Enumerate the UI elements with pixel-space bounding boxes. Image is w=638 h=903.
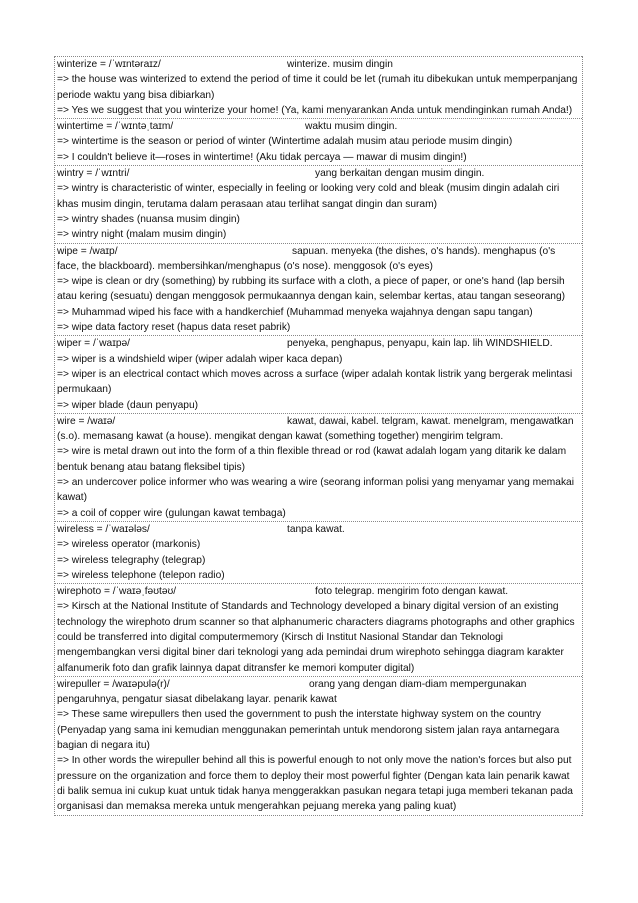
example-line: => wireless telegraphy (telegrap): [57, 554, 206, 566]
example-line: => wireless operator (markonis): [57, 539, 201, 551]
example-line: => wiper is a windshield wiper (wiper adalah wiper kaca depan): [57, 353, 343, 365]
entry-headline: [57, 119, 580, 134]
entry-headword: wipe = /waɪp/: [57, 245, 118, 257]
dictionary-page: [54, 56, 583, 816]
entry-headword: wire = /waɪə/: [57, 415, 116, 427]
example-line: => Yes we suggest that you winterize your home! (Ya, kami menyarankan Anda untuk mendinginkan rumah Anda!): [57, 104, 573, 116]
entry-definition: penyeka, penghapus, penyapu, kain lap. lih WINDSHIELD.: [287, 338, 553, 350]
example-line: => wintry is characteristic of winter, especially in feeling or looking very cold and bleak (musim dingin adalah ciri khas musim dingin, terutama dalam perasaan atau terlihat sangat dingin dan suram): [57, 183, 560, 210]
dictionary-entry: [55, 243, 582, 336]
entry-headline: [57, 336, 580, 351]
entry-headword: wintry = /ˈwɪntri/: [57, 168, 130, 180]
entry-headword: wiper = /ˈwaɪpə/: [57, 338, 130, 350]
dictionary-entry: [55, 583, 582, 676]
example-line: => wintry night (malam musim dingin): [57, 229, 227, 241]
example-line: => These same wirepullers then used the government to push the interstate highway system on the country (Penyadap yang sama ini kemudian menggunakan pemerintah untuk mendorong sistem jalan raya antarnegara bagian di negara itu): [57, 709, 560, 752]
dictionary-entry: [55, 521, 582, 583]
dictionary-entry: [55, 676, 582, 816]
example-line: => the house was winterized to extend the period of time it could be let (rumah itu dibekukan untuk memperpanjang periode waktu yang bisa dibiarkan): [57, 74, 578, 101]
entry-headline: [57, 677, 580, 708]
example-line: => wintertime is the season or period of winter (Wintertime adalah musim atau periode musim dingin): [57, 136, 513, 148]
entry-definition: yang berkaitan dengan musim dingin.: [315, 168, 485, 180]
example-line: => wiper is an electrical contact which moves across a surface (wiper adalah kontak listrik yang bergerak melintasi permukaan): [57, 368, 573, 396]
entry-definition: tanpa kawat.: [287, 523, 345, 535]
dictionary-entry: [55, 118, 582, 165]
entry-headword: winterize = /ˈwɪntəraɪz/: [57, 59, 161, 70]
dictionary-entry: [55, 165, 582, 242]
example-line: => Muhammad wiped his face with a handkerchief (Muhammad menyeka wajahnya dengan sapu tangan): [57, 306, 533, 318]
entry-definition: kawat, dawai, kabel. telgram, kawat. menelgram, mengawatkan (s.o). memasang kawat (a house). mengikat dengan kawat (something together) mengirim telgram.: [57, 415, 574, 443]
example-line: => wire is metal drawn out into the form of a thin flexible thread or rod (kawat adalah logam yang ditarik ke dalam bentuk benang atau batang fleksibel tipis): [57, 446, 567, 473]
example-line: => Kirsch at the National Institute of Standards and Technology developed a binary digital version of an existing technology the wirephoto drum scanner so that alphanumeric characters diagrams photographs and other graphics could be transferred into digital computermemory (Kirsch di Institut Nasional Standar dan Teknologi mengembangkan versi digital biner dari teknologi yang ada pemindai drum wirephoto sehingga diagram karakter alfanumerik foto dan grafik lainnya dapat ditransfer ke memori komputer digital): [57, 601, 575, 674]
example-line: => wireless telephone (telepon radio): [57, 569, 225, 581]
entry-headword: wintertime = /ˈwɪntəˌtaɪm/: [57, 121, 174, 133]
example-line: => wipe data factory reset (hapus data reset pabrik): [57, 322, 291, 334]
example-line: => In other words the wirepuller behind all this is powerful enough to not only move the nation's forces but also put pressure on the organization and force them to deploy their most powerful fighter (Dengan kata lain penarik kawat di balik semua ini cukup kuat untuk tidak hanya menggerakkan pasukan negara tetapi juga memberi tekanan pada organisasi dan memaksa mereka untuk mengerahkan pejuang mereka yang paling kuat): [57, 755, 573, 813]
entry-definition: winterize. musim dingin: [287, 59, 393, 70]
entry-headline: [57, 57, 580, 72]
entry-headword: wireless = /ˈwaɪələs/: [57, 523, 150, 535]
entry-headline: [57, 522, 580, 537]
dictionary-entry: [55, 56, 582, 118]
entry-headword: wirephoto = /ˈwaɪəˌfəʊtəʊ/: [57, 586, 177, 598]
entry-headline: [57, 414, 580, 445]
example-line: => wiper blade (daun penyapu): [57, 399, 199, 411]
entry-definition: orang yang dengan diam-diam mempergunakan pengaruhnya, pengatur siasat dibelakang layar. penarik kawat: [57, 678, 527, 706]
entry-headword: wirepuller = /waɪəpʊlə(r)/: [57, 678, 170, 690]
entry-definition: sapuan. menyeka (the dishes, o's hands). menghapus (o's face, the blackboard). membersihkan/menghapus (o's nose). menggosok (o's eyes): [57, 245, 556, 272]
example-line: => wipe is clean or dry (something) by rubbing its surface with a cloth, a piece of paper, or one's hand (lap bersih atau kering (sesuatu) dengan menggosok permukaannya dengan kain, selembar kertas, atau tangan seseorang): [57, 276, 566, 303]
example-line: => wintry shades (nuansa musim dingin): [57, 213, 240, 225]
entry-headline: [57, 166, 580, 181]
example-line: => a coil of copper wire (gulungan kawat tembaga): [57, 507, 286, 519]
dictionary-entry: [55, 335, 582, 412]
entry-definition: waktu musim dingin.: [305, 121, 398, 133]
dictionary-entry: [55, 413, 582, 521]
entry-headline: [57, 244, 580, 275]
example-line: => an undercover police informer who was wearing a wire (seorang informan polisi yang menyamar yang memakai kawat): [57, 477, 574, 504]
entry-definition: foto telegrap. mengirim foto dengan kawat.: [315, 586, 509, 598]
example-line: => I couldn't believe it—roses in wintertime! (Aku tidak percaya — mawar di musim dingin!): [57, 151, 467, 163]
entry-headline: [57, 584, 580, 599]
